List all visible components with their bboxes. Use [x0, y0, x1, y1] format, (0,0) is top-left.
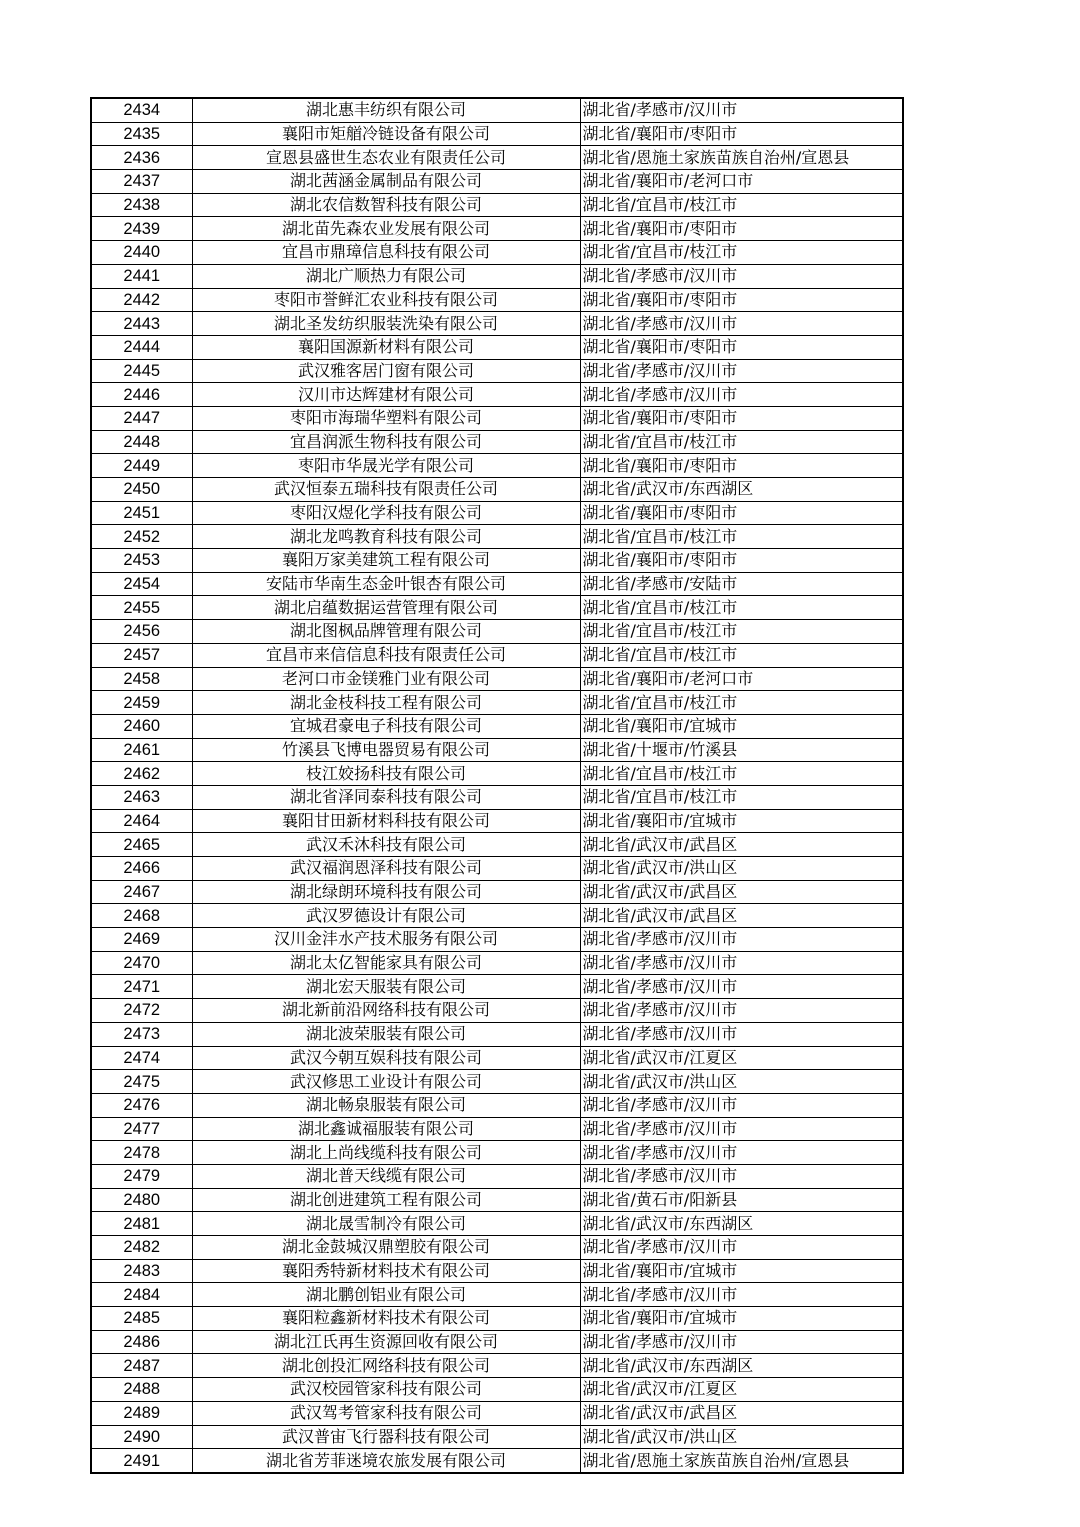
region-cell: 湖北省/宜昌市/枝江市: [580, 596, 903, 620]
row-number-cell: 2467: [91, 880, 192, 904]
company-name-cell: 宜昌润派生物科技有限公司: [192, 430, 580, 454]
row-number-cell: 2437: [91, 170, 192, 194]
company-name-cell: 襄阳国源新材料有限公司: [192, 335, 580, 359]
company-name-cell: 湖北金枝科技工程有限公司: [192, 691, 580, 715]
table-row: [91, 1188, 903, 1212]
table-row: [91, 738, 903, 762]
table-row: [91, 691, 903, 715]
company-list-body: [91, 98, 903, 1473]
row-number-cell: 2456: [91, 620, 192, 644]
company-name-cell: 湖北广顺热力有限公司: [192, 264, 580, 288]
row-number-cell: 2476: [91, 1093, 192, 1117]
table-row: [91, 596, 903, 620]
row-number-cell: 2442: [91, 288, 192, 312]
table-row: [91, 193, 903, 217]
row-number-cell: 2451: [91, 501, 192, 525]
company-name-cell: 湖北普天线缆有限公司: [192, 1164, 580, 1188]
company-name-cell: 武汉罗德设计有限公司: [192, 904, 580, 928]
table-row: [91, 833, 903, 857]
company-name-cell: 安陆市华南生态金叶银杏有限公司: [192, 572, 580, 596]
row-number-cell: 2470: [91, 951, 192, 975]
table-row: [91, 1330, 903, 1354]
company-name-cell: 湖北金鼓城汉鼎塑胶有限公司: [192, 1236, 580, 1260]
row-number-cell: 2448: [91, 430, 192, 454]
region-cell: 湖北省/武汉市/江夏区: [580, 1046, 903, 1070]
table-row: [91, 1425, 903, 1449]
table-row: [91, 1401, 903, 1425]
company-name-cell: 枣阳市誉鲜汇农业科技有限公司: [192, 288, 580, 312]
region-cell: 湖北省/宜昌市/枝江市: [580, 241, 903, 265]
table-row: [91, 857, 903, 881]
region-cell: 湖北省/孝感市/汉川市: [580, 312, 903, 336]
table-row: [91, 312, 903, 336]
company-name-cell: 武汉雅客居门窗有限公司: [192, 359, 580, 383]
table-row: [91, 406, 903, 430]
table-row: [91, 880, 903, 904]
row-number-cell: 2458: [91, 667, 192, 691]
region-cell: 湖北省/孝感市/汉川市: [580, 383, 903, 407]
table-row: [91, 809, 903, 833]
table-row: [91, 714, 903, 738]
region-cell: 湖北省/十堰市/竹溪县: [580, 738, 903, 762]
row-number-cell: 2439: [91, 217, 192, 241]
region-cell: 湖北省/武汉市/武昌区: [580, 880, 903, 904]
company-name-cell: 湖北惠丰纺织有限公司: [192, 98, 580, 122]
table-row: [91, 1307, 903, 1331]
row-number-cell: 2441: [91, 264, 192, 288]
company-name-cell: 宜昌市鼎璋信息科技有限公司: [192, 241, 580, 265]
company-name-cell: 湖北启蕴数据运营管理有限公司: [192, 596, 580, 620]
company-name-cell: 湖北鑫诚福服装有限公司: [192, 1117, 580, 1141]
company-name-cell: 湖北畅泉服装有限公司: [192, 1093, 580, 1117]
row-number-cell: 2488: [91, 1378, 192, 1402]
region-cell: 湖北省/襄阳市/宜城市: [580, 809, 903, 833]
table-row: [91, 572, 903, 596]
row-number-cell: 2465: [91, 833, 192, 857]
region-cell: 湖北省/武汉市/武昌区: [580, 904, 903, 928]
row-number-cell: 2446: [91, 383, 192, 407]
row-number-cell: 2472: [91, 999, 192, 1023]
table-row: [91, 1449, 903, 1473]
table-row: [91, 383, 903, 407]
region-cell: 湖北省/宜昌市/枝江市: [580, 193, 903, 217]
region-cell: 湖北省/宜昌市/枝江市: [580, 525, 903, 549]
row-number-cell: 2453: [91, 549, 192, 573]
region-cell: 湖北省/孝感市/安陆市: [580, 572, 903, 596]
region-cell: 湖北省/孝感市/汉川市: [580, 1117, 903, 1141]
table-row: [91, 288, 903, 312]
row-number-cell: 2450: [91, 478, 192, 502]
region-cell: 湖北省/武汉市/洪山区: [580, 1070, 903, 1094]
row-number-cell: 2449: [91, 454, 192, 478]
table-row: [91, 335, 903, 359]
row-number-cell: 2466: [91, 857, 192, 881]
company-name-cell: 襄阳粒鑫新材料技术有限公司: [192, 1307, 580, 1331]
region-cell: 湖北省/襄阳市/宜城市: [580, 1259, 903, 1283]
table-row: [91, 667, 903, 691]
company-list-table: [90, 97, 904, 1474]
table-row: [91, 643, 903, 667]
table-row: [91, 241, 903, 265]
table-row: [91, 1117, 903, 1141]
company-name-cell: 武汉普宙飞行器科技有限公司: [192, 1425, 580, 1449]
region-cell: 湖北省/武汉市/武昌区: [580, 833, 903, 857]
region-cell: 湖北省/宜昌市/枝江市: [580, 785, 903, 809]
row-number-cell: 2491: [91, 1449, 192, 1473]
row-number-cell: 2478: [91, 1141, 192, 1165]
company-name-cell: 竹溪县飞博电器贸易有限公司: [192, 738, 580, 762]
region-cell: 湖北省/襄阳市/枣阳市: [580, 549, 903, 573]
company-name-cell: 老河口市金镁雅门业有限公司: [192, 667, 580, 691]
table-row: [91, 1354, 903, 1378]
table-row: [91, 1236, 903, 1260]
region-cell: 湖北省/孝感市/汉川市: [580, 951, 903, 975]
region-cell: 湖北省/孝感市/汉川市: [580, 98, 903, 122]
row-number-cell: 2487: [91, 1354, 192, 1378]
table-row: [91, 785, 903, 809]
region-cell: 湖北省/孝感市/汉川市: [580, 1283, 903, 1307]
row-number-cell: 2489: [91, 1401, 192, 1425]
region-cell: 湖北省/襄阳市/枣阳市: [580, 406, 903, 430]
table-row: [91, 975, 903, 999]
region-cell: 湖北省/襄阳市/枣阳市: [580, 122, 903, 146]
region-cell: 湖北省/孝感市/汉川市: [580, 999, 903, 1023]
table-row: [91, 1093, 903, 1117]
row-number-cell: 2452: [91, 525, 192, 549]
company-name-cell: 湖北茜涵金属制品有限公司: [192, 170, 580, 194]
row-number-cell: 2464: [91, 809, 192, 833]
row-number-cell: 2463: [91, 785, 192, 809]
table-row: [91, 430, 903, 454]
company-name-cell: 枣阳市海瑞华塑料有限公司: [192, 406, 580, 430]
region-cell: 湖北省/孝感市/汉川市: [580, 1164, 903, 1188]
company-name-cell: 湖北龙鸣教育科技有限公司: [192, 525, 580, 549]
company-name-cell: 宜城君豪电子科技有限公司: [192, 714, 580, 738]
region-cell: 湖北省/武汉市/洪山区: [580, 1425, 903, 1449]
company-name-cell: 武汉修思工业设计有限公司: [192, 1070, 580, 1094]
company-name-cell: 武汉恒泰五瑞科技有限责任公司: [192, 478, 580, 502]
company-name-cell: 汉川金沣水产技术服务有限公司: [192, 928, 580, 952]
company-name-cell: 湖北绿朗环境科技有限公司: [192, 880, 580, 904]
table-row: [91, 359, 903, 383]
row-number-cell: 2460: [91, 714, 192, 738]
region-cell: 湖北省/武汉市/东西湖区: [580, 1212, 903, 1236]
company-name-cell: 湖北太亿智能家具有限公司: [192, 951, 580, 975]
table-row: [91, 122, 903, 146]
table-row: [91, 1022, 903, 1046]
company-name-cell: 湖北创投汇网络科技有限公司: [192, 1354, 580, 1378]
region-cell: 湖北省/襄阳市/老河口市: [580, 667, 903, 691]
table-row: [91, 549, 903, 573]
region-cell: 湖北省/武汉市/东西湖区: [580, 1354, 903, 1378]
row-number-cell: 2479: [91, 1164, 192, 1188]
company-name-cell: 枝江姣扬科技有限公司: [192, 762, 580, 786]
table-row: [91, 904, 903, 928]
region-cell: 湖北省/宜昌市/枝江市: [580, 643, 903, 667]
company-name-cell: 襄阳市矩艏冷链设备有限公司: [192, 122, 580, 146]
region-cell: 湖北省/襄阳市/宜城市: [580, 1307, 903, 1331]
region-cell: 湖北省/恩施土家族苗族自治州/宣恩县: [580, 1449, 903, 1473]
row-number-cell: 2447: [91, 406, 192, 430]
table-row: [91, 146, 903, 170]
company-name-cell: 湖北省芳菲迷境农旅发展有限公司: [192, 1449, 580, 1473]
table-row: [91, 525, 903, 549]
table-row: [91, 1164, 903, 1188]
row-number-cell: 2480: [91, 1188, 192, 1212]
company-name-cell: 襄阳秀特新材料技术有限公司: [192, 1259, 580, 1283]
company-name-cell: 枣阳市华晟光学有限公司: [192, 454, 580, 478]
region-cell: 湖北省/襄阳市/老河口市: [580, 170, 903, 194]
region-cell: 湖北省/孝感市/汉川市: [580, 1022, 903, 1046]
region-cell: 湖北省/孝感市/汉川市: [580, 1330, 903, 1354]
region-cell: 湖北省/武汉市/洪山区: [580, 857, 903, 881]
company-name-cell: 武汉禾沐科技有限公司: [192, 833, 580, 857]
table-row: [91, 98, 903, 122]
row-number-cell: 2485: [91, 1307, 192, 1331]
table-row: [91, 999, 903, 1023]
company-name-cell: 湖北晟雪制冷有限公司: [192, 1212, 580, 1236]
company-name-cell: 武汉校园管家科技有限公司: [192, 1378, 580, 1402]
region-cell: 湖北省/宜昌市/枝江市: [580, 762, 903, 786]
company-name-cell: 湖北上尚线缆科技有限公司: [192, 1141, 580, 1165]
region-cell: 湖北省/孝感市/汉川市: [580, 359, 903, 383]
table-row: [91, 1141, 903, 1165]
row-number-cell: 2443: [91, 312, 192, 336]
company-name-cell: 武汉福润恩泽科技有限公司: [192, 857, 580, 881]
row-number-cell: 2484: [91, 1283, 192, 1307]
company-name-cell: 湖北新前沿网络科技有限公司: [192, 999, 580, 1023]
company-name-cell: 武汉今朝互娱科技有限公司: [192, 1046, 580, 1070]
row-number-cell: 2490: [91, 1425, 192, 1449]
table-row: [91, 501, 903, 525]
company-name-cell: 湖北省泽同泰科技有限公司: [192, 785, 580, 809]
company-name-cell: 湖北苗先森农业发展有限公司: [192, 217, 580, 241]
region-cell: 湖北省/武汉市/江夏区: [580, 1378, 903, 1402]
region-cell: 湖北省/黄石市/阳新县: [580, 1188, 903, 1212]
table-row: [91, 170, 903, 194]
table-row: [91, 454, 903, 478]
region-cell: 湖北省/孝感市/汉川市: [580, 1236, 903, 1260]
row-number-cell: 2444: [91, 335, 192, 359]
row-number-cell: 2445: [91, 359, 192, 383]
row-number-cell: 2457: [91, 643, 192, 667]
region-cell: 湖北省/孝感市/汉川市: [580, 928, 903, 952]
row-number-cell: 2483: [91, 1259, 192, 1283]
table-row: [91, 264, 903, 288]
company-name-cell: 湖北农信数智科技有限公司: [192, 193, 580, 217]
company-name-cell: 宜昌市来信信息科技有限责任公司: [192, 643, 580, 667]
region-cell: 湖北省/宜昌市/枝江市: [580, 620, 903, 644]
region-cell: 湖北省/孝感市/汉川市: [580, 264, 903, 288]
row-number-cell: 2438: [91, 193, 192, 217]
row-number-cell: 2436: [91, 146, 192, 170]
region-cell: 湖北省/宜昌市/枝江市: [580, 691, 903, 715]
row-number-cell: 2475: [91, 1070, 192, 1094]
region-cell: 湖北省/孝感市/汉川市: [580, 975, 903, 999]
table-row: [91, 217, 903, 241]
row-number-cell: 2469: [91, 928, 192, 952]
row-number-cell: 2482: [91, 1236, 192, 1260]
company-name-cell: 宣恩县盛世生态农业有限责任公司: [192, 146, 580, 170]
row-number-cell: 2474: [91, 1046, 192, 1070]
row-number-cell: 2481: [91, 1212, 192, 1236]
row-number-cell: 2455: [91, 596, 192, 620]
company-name-cell: 枣阳汉煜化学科技有限公司: [192, 501, 580, 525]
region-cell: 湖北省/宜昌市/枝江市: [580, 430, 903, 454]
region-cell: 湖北省/武汉市/武昌区: [580, 1401, 903, 1425]
table-row: [91, 1212, 903, 1236]
table-row: [91, 620, 903, 644]
table-row: [91, 1283, 903, 1307]
company-name-cell: 襄阳万家美建筑工程有限公司: [192, 549, 580, 573]
table-row: [91, 951, 903, 975]
company-name-cell: 湖北宏天服装有限公司: [192, 975, 580, 999]
row-number-cell: 2477: [91, 1117, 192, 1141]
row-number-cell: 2435: [91, 122, 192, 146]
region-cell: 湖北省/襄阳市/枣阳市: [580, 335, 903, 359]
company-name-cell: 湖北江氏再生资源回收有限公司: [192, 1330, 580, 1354]
row-number-cell: 2440: [91, 241, 192, 265]
row-number-cell: 2462: [91, 762, 192, 786]
company-name-cell: 湖北图枫品牌管理有限公司: [192, 620, 580, 644]
row-number-cell: 2461: [91, 738, 192, 762]
table-row: [91, 1378, 903, 1402]
region-cell: 湖北省/襄阳市/枣阳市: [580, 217, 903, 241]
company-name-cell: 襄阳甘田新材料科技有限公司: [192, 809, 580, 833]
region-cell: 湖北省/孝感市/汉川市: [580, 1093, 903, 1117]
company-name-cell: 湖北波荣服装有限公司: [192, 1022, 580, 1046]
region-cell: 湖北省/武汉市/东西湖区: [580, 478, 903, 502]
table-row: [91, 928, 903, 952]
row-number-cell: 2471: [91, 975, 192, 999]
company-name-cell: 湖北鹏创铝业有限公司: [192, 1283, 580, 1307]
table-row: [91, 762, 903, 786]
company-name-cell: 湖北圣发纺织服装洗染有限公司: [192, 312, 580, 336]
row-number-cell: 2434: [91, 98, 192, 122]
region-cell: 湖北省/孝感市/汉川市: [580, 1141, 903, 1165]
table-row: [91, 1046, 903, 1070]
region-cell: 湖北省/襄阳市/枣阳市: [580, 501, 903, 525]
table-row: [91, 1070, 903, 1094]
row-number-cell: 2486: [91, 1330, 192, 1354]
region-cell: 湖北省/恩施土家族苗族自治州/宣恩县: [580, 146, 903, 170]
region-cell: 湖北省/襄阳市/枣阳市: [580, 454, 903, 478]
region-cell: 湖北省/襄阳市/宜城市: [580, 714, 903, 738]
region-cell: 湖北省/襄阳市/枣阳市: [580, 288, 903, 312]
table-row: [91, 478, 903, 502]
company-name-cell: 湖北创进建筑工程有限公司: [192, 1188, 580, 1212]
company-name-cell: 武汉驾考管家科技有限公司: [192, 1401, 580, 1425]
row-number-cell: 2468: [91, 904, 192, 928]
company-name-cell: 汉川市达辉建材有限公司: [192, 383, 580, 407]
row-number-cell: 2454: [91, 572, 192, 596]
row-number-cell: 2473: [91, 1022, 192, 1046]
table-row: [91, 1259, 903, 1283]
row-number-cell: 2459: [91, 691, 192, 715]
